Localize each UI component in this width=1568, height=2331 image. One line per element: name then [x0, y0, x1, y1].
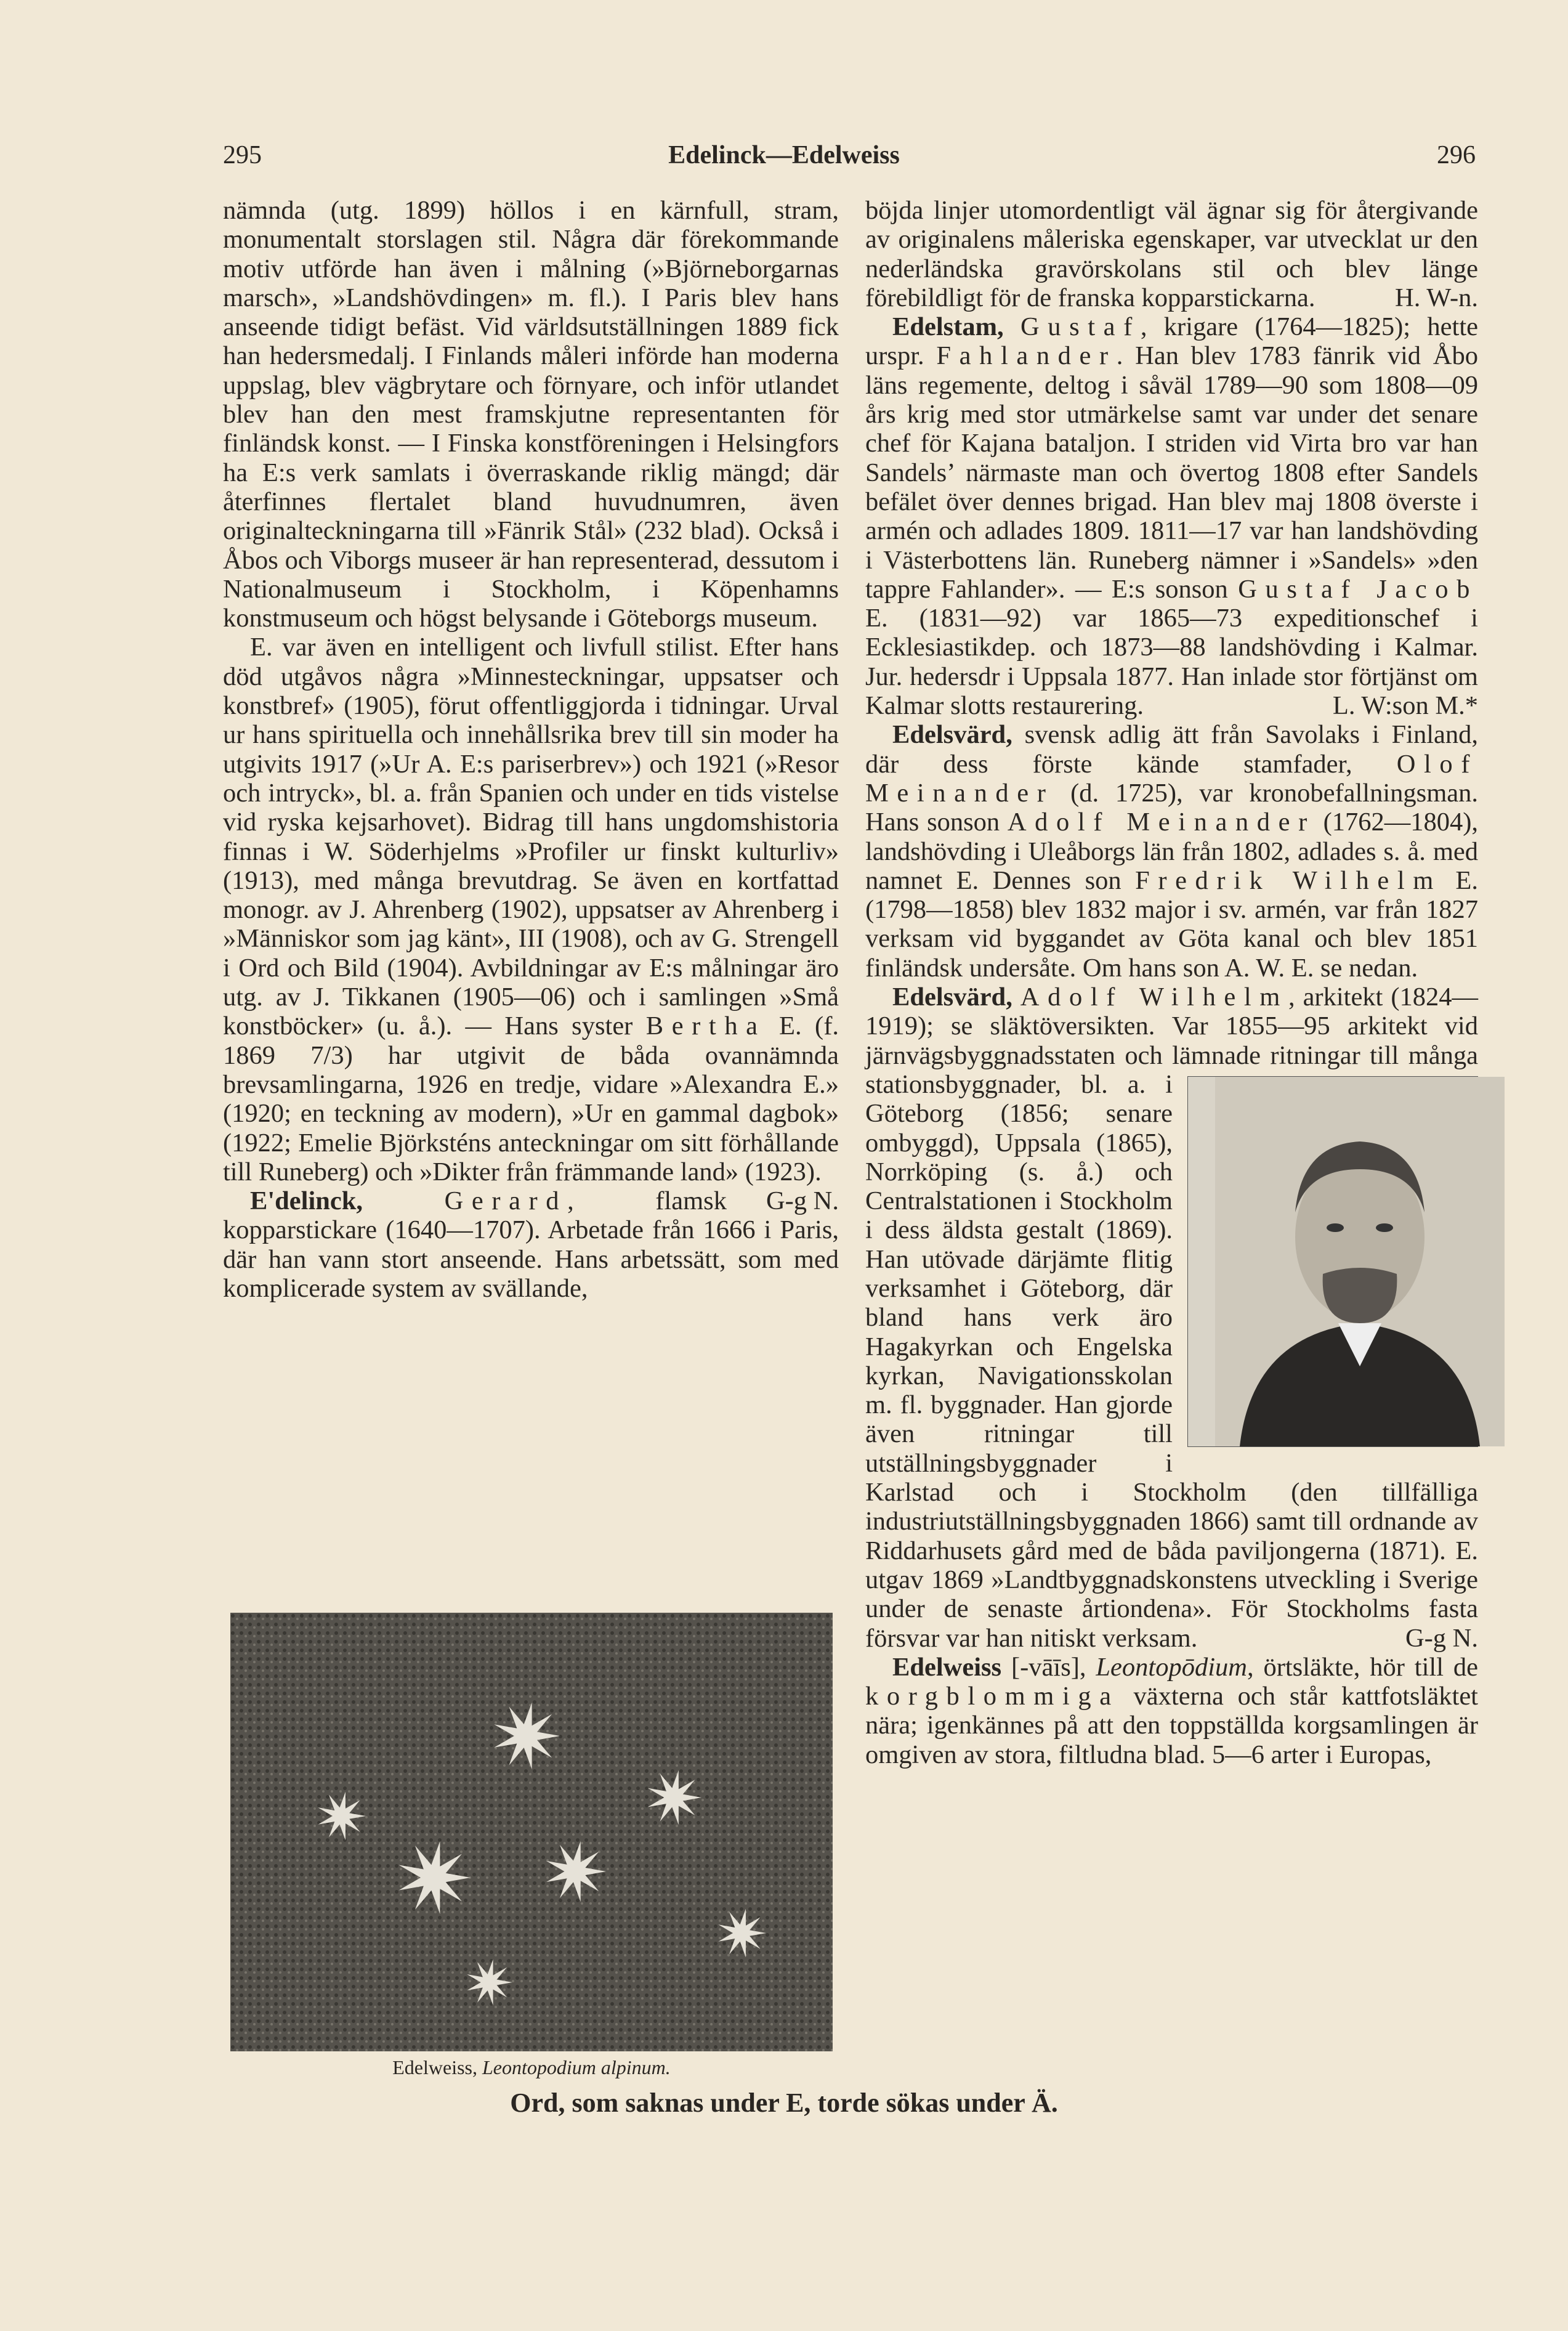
text-run: svensk adlig ätt från Savolaks i Finland, där dess förste kände stamfader, — [865, 720, 1478, 779]
text-run: (1762—1804), landshövding i Uleåborgs län från 1802, adlades s. å. med namnet E. Dennes son — [865, 808, 1478, 895]
spaced-name: Adolf Meinander — [1007, 808, 1315, 837]
caption-latin-name: Leontopodium alpinum. — [482, 2056, 671, 2078]
spaced-name: korgblommiga — [865, 1682, 1120, 1711]
text-run: [-vāīs], — [1001, 1652, 1096, 1682]
author-signature: H. W-n. — [1395, 283, 1478, 312]
spaced-name: Fahlander — [936, 341, 1117, 371]
text-run: . Han blev 1783 fänrik vid Åbo läns regemente, deltog i såväl 1789—90 som 1808—09 års krig med stor utmärkelse samt var under det senare chef för Kajana bataljon. I striden vid Virta bro var han Sandels’ närmaste man och övertog 1808 efter Sandels befälet över dennes brigad. Han blev maj 1808 överste i armén och adlades 1809. 1811—17 var han landshövding i Västerbottens län. Runeberg nämner i »Sandels» »den tappre Fahlander». — E:s sonson — [865, 341, 1478, 604]
page-number-left: 295 — [223, 141, 262, 169]
portrait-image — [1187, 1076, 1478, 1447]
spaced-name: Fredrik Wilhelm — [1135, 866, 1442, 895]
paragraph — [223, 196, 839, 633]
running-head: Edelinck—Edelweiss — [668, 141, 900, 169]
paragraph — [865, 720, 1478, 983]
spaced-name: Gerard — [444, 1186, 568, 1216]
text-run — [1012, 983, 1020, 1011]
spaced-name: Bertha — [645, 1011, 766, 1041]
caption-text: Edelweiss, — [392, 2056, 482, 2078]
text-run: (d. 1725), var kronobefallningsman. Hans sonson — [865, 778, 1478, 837]
page-number-right: 296 — [1437, 141, 1476, 169]
text-run — [363, 1186, 445, 1215]
edelweiss-photo — [230, 1613, 833, 2051]
figure-caption — [230, 2056, 833, 2079]
paragraph — [865, 196, 1478, 312]
text-run — [1004, 312, 1020, 341]
spaced-name: Olof Meinander — [865, 749, 1478, 808]
text-run: E. var även en intelligent och livfull stilist. Efter hans död utgåvos några »Minnesteckningar, uppsatser och konstbref» (1905), förut offentliggjorda i tidningar. Urval ur hans spirituella och innehållsrika brev till sin moder ha utgivits 1917 (»Ur A. E:s pariserbrev») och 1921 (»Resor och intryck», bl. a. från Spanien och under en tids vistelse vid ryska kejsarhovet). Bidrag till hans ungdomshistoria finnas i W. Söderhjelms »Profiler ur finskt kulturliv» (1913), med många brevutdrag. Se även en kortfattad monogr. av J. Ahrenberg (1902), uppsatser av Ahrenberg i »Människor som jag känt», III (1908), och av G. Strengell i Ord och Bild (1904). Avbildningar av E:s målningar äro utg. av J. Tikkanen (1905—06) och i samlingen »Små konstböcker» (u. å.). — Hans syster — [223, 633, 839, 1041]
text-run: , krigare (1764—1825); hette urspr. — [865, 312, 1479, 371]
spaced-name: Gustaf Jacob — [1238, 574, 1478, 604]
text-run: E. (f. 1869 7/3) har utgivit de båda ovannämnda brevsamlingarna, 1926 en tredje, vidare »Alexandra E.» (1920; en teckning av modern), »Ur en gammal dagbok» (1922; Emelie Björksténs anteckningar om sitt förhållande till Runeberg) och »Dikter från främmande land» (1923). — [223, 1011, 839, 1186]
author-signature: G-g N. — [1405, 1623, 1478, 1653]
author-signature: L. W:son M.* — [1332, 691, 1478, 721]
paragraph — [865, 1653, 1478, 1769]
text-run: böjda linjer utomordentligt väl ägnar sig för återgivande av originalens måleriska egenskaper, var utvecklat ur den nederländska gravörskolans stil och blev länge förebildligt för de franska kopparstickarna. — [865, 196, 1478, 312]
text-run: bl. a. i Göteborg (1856; senare ombyggd), Uppsala (1865), Norrköping (s. å.) och Centralstationen i Stockholm i dess äldsta gestalt (1869). Han utövade därjämte flitig verksamhet i Göteborg, där bland hans verk äro Hagakyrkan och Engelska kyrkan, Navigationsskolan m. fl. byggnader. Han gjorde även ritningar till utställningsbyggnader i Karlstad och i Stockholm (den tillfälliga industriutställningsbyggnaden 1866) samt till ordnande av Riddarhusets gård med de båda paviljongerna (1871). E. utgav 1869 »Landtbyggnadskonstens utveckling i Sverige under de senaste årtiondena». För Stockholms fasta försvar var han nitiskt verksam. — [865, 1069, 1478, 1653]
entry-headword: Edelsvärd, — [892, 983, 1012, 1012]
entry-headword: Edelstam, — [892, 312, 1004, 342]
footer-note: Ord, som saknas under E, torde sökas under Ä. — [510, 2088, 1058, 2118]
entry-headword: Edelweiss — [892, 1652, 1002, 1682]
text-run: , arkitekt (1824—1919); se släktöversikten. Var 1855—95 arkitekt vid järnvägsbyggnadsstaten och lämnade ritningar till många stationsbyggnader, — [865, 983, 1478, 1099]
text-run: , örtsläkte, hör till de — [1247, 1652, 1479, 1682]
left-column — [223, 196, 839, 1303]
text-run: E. (1798—1858) blev 1832 major i sv. armén, var från 1827 verksam vid byggandet av Göta kanal och blev 1851 finländsk undersåte. Om hans son A. W. E. se nedan. — [865, 866, 1478, 983]
author-signature: G-g N. — [766, 1186, 839, 1216]
text-run: E. (1831—92) var 1865—73 expeditionschef i Ecklesiastikdep. och 1873—88 landshövding i Kalmar. Jur. hedersdr i Uppsala 1877. Han inlade stor förtjänst om Kalmar slotts restaurering. — [865, 604, 1478, 721]
text-run: växterna och står kattfotsläktet nära; igenkännes på att den toppställda korgsamlingen är omgiven av stora, filtludna blad. 5—6 arter i Europas, — [865, 1682, 1478, 1769]
spaced-name: Adolf Wilhelm — [1020, 983, 1288, 1012]
latin-name: Leontopōdium — [1096, 1652, 1247, 1682]
entry-headword: E'delinck, — [250, 1186, 363, 1216]
text-run: , flamsk kopparstickare (1640—1707). Arbetade från 1666 i Paris, där han vann stort anseende. Hans arbetssätt, som med komplicerade system av svällande, — [223, 1186, 839, 1303]
entry-headword: Edelsvärd, — [892, 720, 1012, 750]
right-column — [865, 196, 1478, 1769]
text-run: nämnda (utg. 1899) höllos i en kärnfull, stram, monumentalt storslagen stil. Några där förekommande motiv utförde han även i målning (»Björneborgarnas marsch», »Landshövdingen» m. fl.). I Paris blev hans anseende tidigt befäst. Vid världsutställningen 1889 fick han hedersmedalj. I Finlands måleri införde han moderna uppslag, blev vägbrytare och förnyare, och inför utlandet blev han den mest framskjutne representanten för finländsk konst. — I Finska konstföreningen i Helsingfors ha E:s verk samlats i överraskande riklig mängd; där återfinnes flertalet bland huvudnumren, även originalteckningarna till »Fänrik Stål» (232 blad). Också i Åbos och Viborgs museer är han representerad, dessutom i Nationalmuseum i Stockholm, i Köpenhamns konstmuseum och högst belysande i Göteborgs museum. — [223, 196, 839, 633]
paragraph — [865, 983, 1478, 1653]
spaced-name: Gustaf — [1020, 312, 1141, 342]
paragraph — [865, 312, 1478, 720]
